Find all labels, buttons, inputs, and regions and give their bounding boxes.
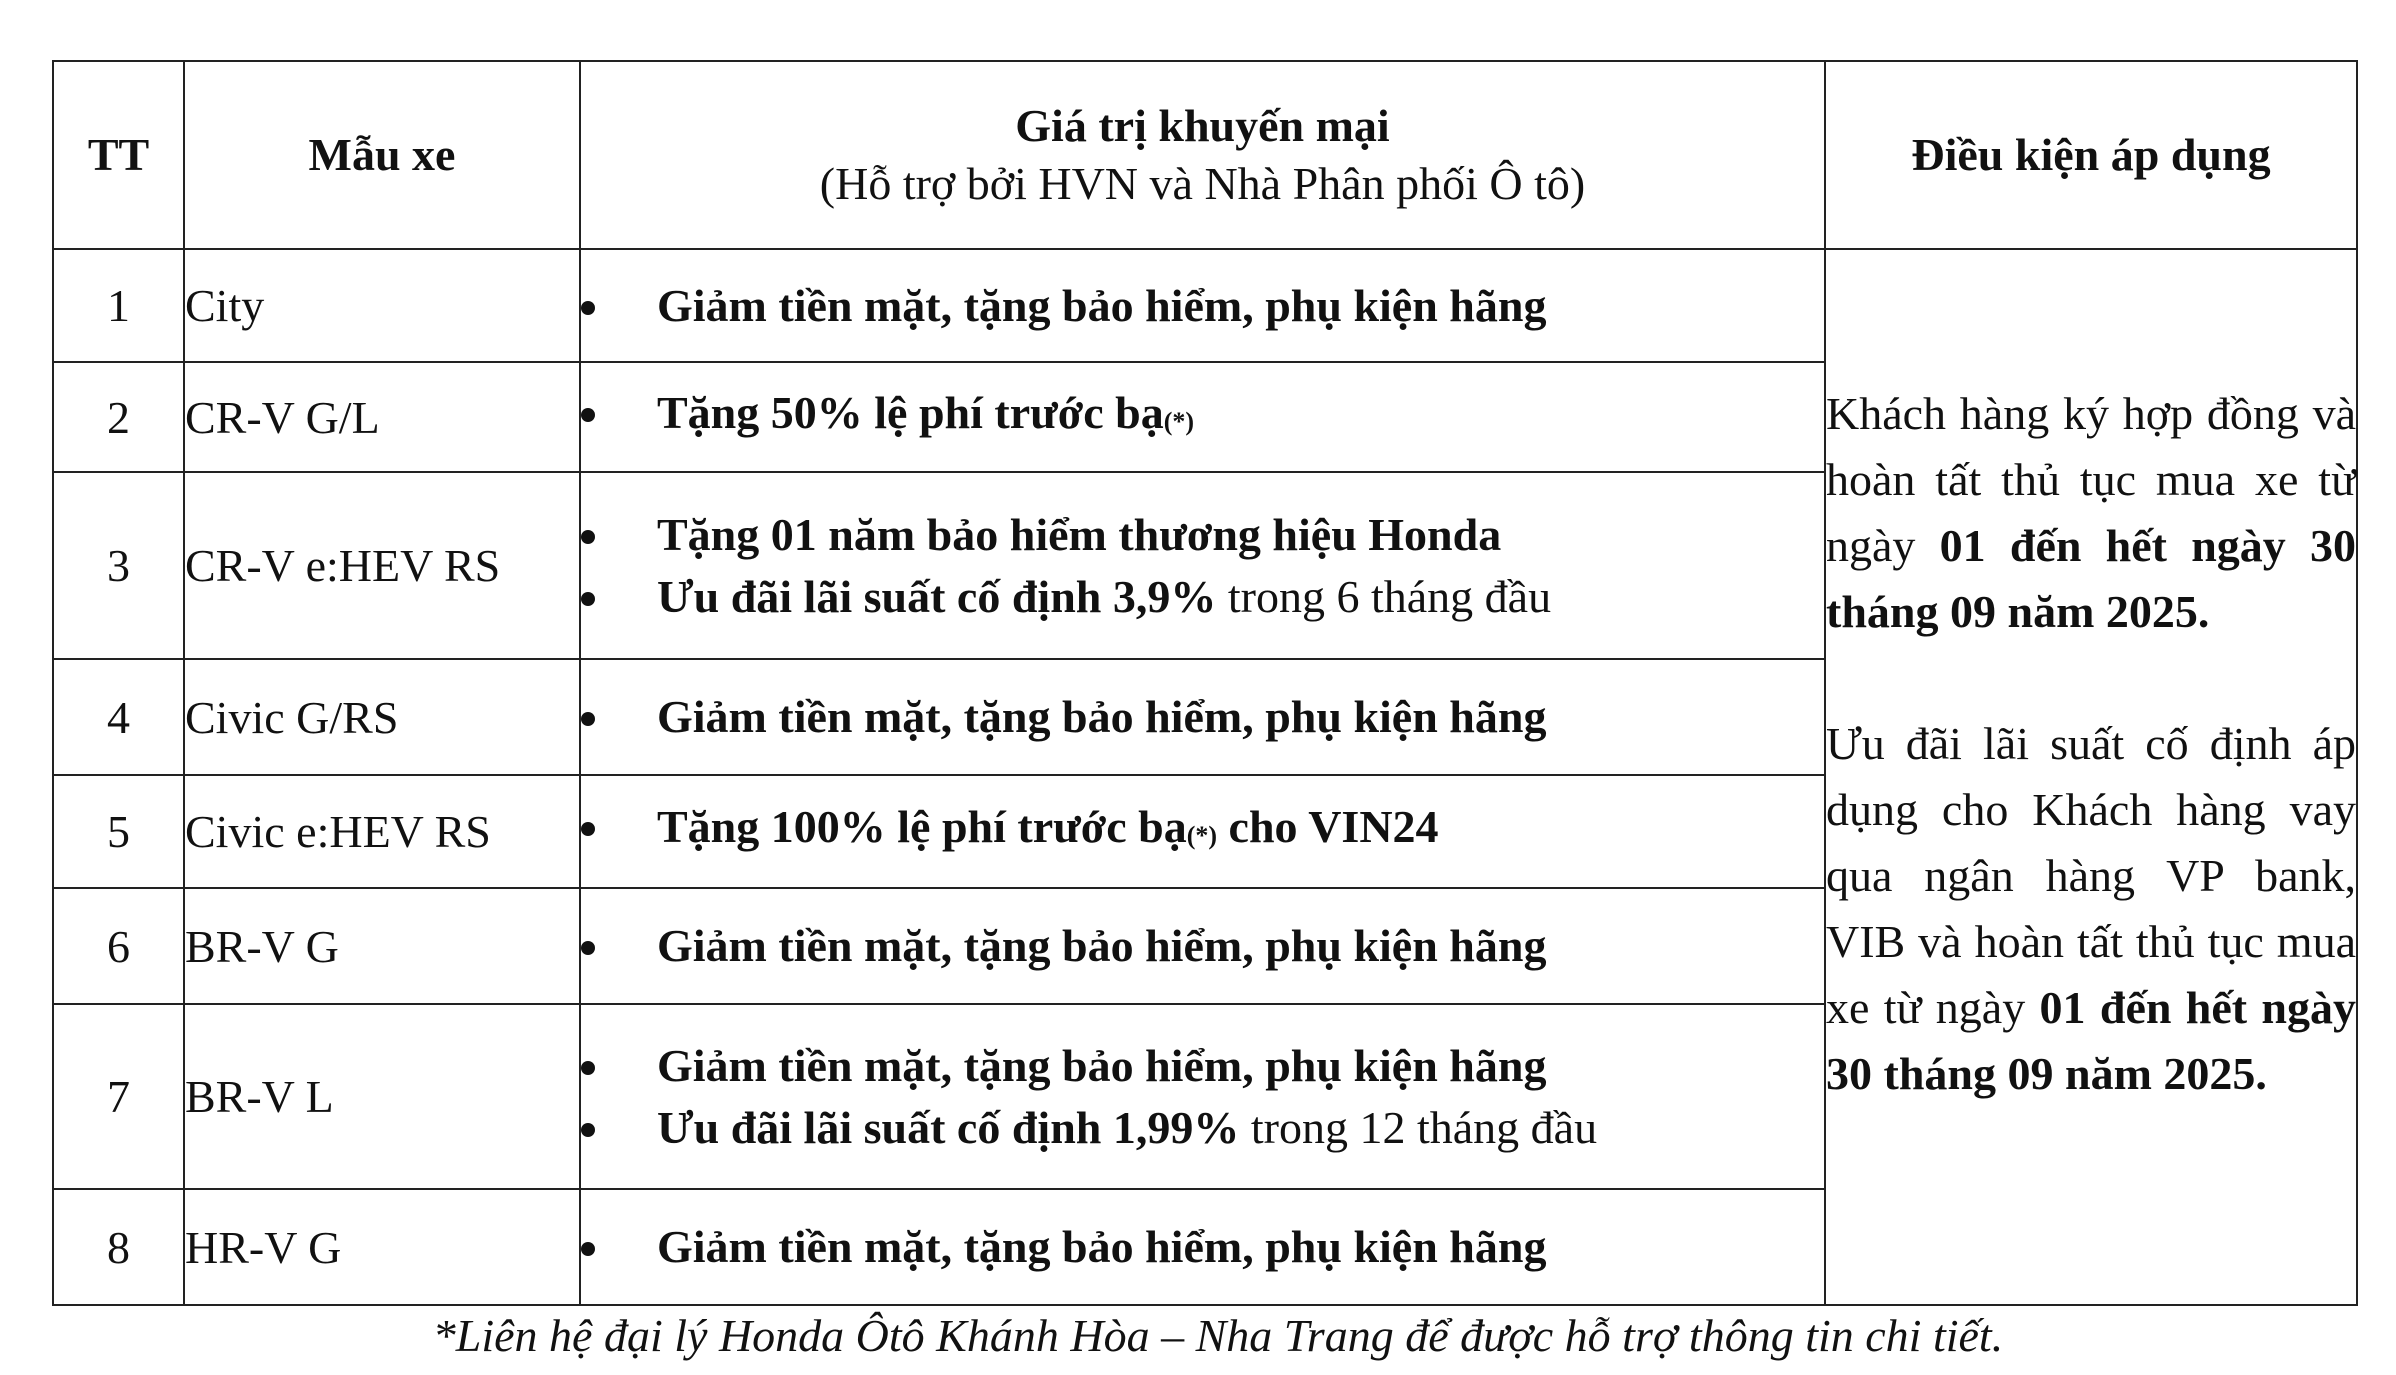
- conditions-cell: [1825, 249, 2357, 1305]
- promotion-item: [581, 915, 1824, 977]
- promotion-cell: [580, 472, 1825, 659]
- car-model: Civic G/RS: [184, 659, 580, 775]
- promotion-bold-text: Giảm tiền mặt, tặng bảo hiểm, phụ kiện hãng: [657, 691, 1547, 742]
- row-number: 1: [53, 249, 184, 362]
- condition-date-range: 01 đến hết ngày 30 tháng 09 năm 2025.: [1826, 982, 2356, 1099]
- promotion-list: [581, 275, 1824, 337]
- condition-date-range: 01 đến hết ngày 30 tháng 09 năm 2025.: [1826, 520, 2356, 637]
- condition-text: Ưu đãi lãi suất cố định áp dụng cho Khách hàng vay qua ngân hàng VP bank, VIB và hoàn tất thủ tục mua xe từ ngày: [1826, 718, 2356, 1033]
- promotion-bold-text: Ưu đãi lãi suất cố định 3,9%: [657, 570, 1217, 622]
- table-header-row: [53, 61, 2357, 249]
- promotion-bold-text: Tặng 01 năm bảo hiểm thương hiệu Honda: [657, 508, 1502, 560]
- promotion-sheet: [52, 60, 2356, 1306]
- promotion-cell: [580, 888, 1825, 1004]
- promotion-cell: [580, 659, 1825, 775]
- header-tt: TT: [53, 61, 184, 249]
- footnote-marker: (*): [1186, 821, 1218, 850]
- header-conditions: Điều kiện áp dụng: [1825, 61, 2357, 249]
- promotion-list: [581, 1035, 1824, 1159]
- promotion-cell: [580, 1004, 1825, 1189]
- promotion-normal-text: trong 6 tháng đầu: [1216, 570, 1552, 622]
- car-model: Civic e:HEV RS: [184, 775, 580, 888]
- promotion-cell: [580, 1189, 1825, 1305]
- promotion-cell: [580, 362, 1825, 472]
- promotion-bold-text: Tặng 50% lệ phí trước bạ: [657, 386, 1164, 438]
- promotion-bold-text: Giảm tiền mặt, tặng bảo hiểm, phụ kiện hãng: [657, 1221, 1547, 1272]
- condition-paragraph-2: [1826, 711, 2356, 1107]
- header-promo-title: Giá trị khuyến mại: [1015, 100, 1390, 151]
- promotion-item: [581, 686, 1824, 748]
- car-model: CR-V G/L: [184, 362, 580, 472]
- promotion-bold-suffix: cho VIN24: [1217, 801, 1439, 852]
- condition-text: Khách hàng ký hợp đồng và hoàn tất thủ tục mua xe từ ngày: [1826, 388, 2356, 571]
- row-number: 5: [53, 775, 184, 888]
- table-row: [53, 249, 2357, 362]
- promotion-item: [581, 1035, 1824, 1097]
- promotion-bold-text: Ưu đãi lãi suất cố định 1,99%: [657, 1101, 1240, 1153]
- car-model: City: [184, 249, 580, 362]
- row-number: 4: [53, 659, 184, 775]
- header-promo: [580, 61, 1825, 249]
- header-promo-subtitle: (Hỗ trợ bởi HVN và Nhà Phân phối Ô tô): [819, 158, 1586, 209]
- row-number: 3: [53, 472, 184, 659]
- promotion-item: [581, 275, 1824, 337]
- promotion-bold-text: Tặng 100% lệ phí trước bạ: [657, 801, 1187, 852]
- car-model: CR-V e:HEV RS: [184, 472, 580, 659]
- footnote-marker: (*): [1163, 406, 1195, 436]
- promotion-item: [581, 796, 1824, 867]
- car-model: BR-V G: [184, 888, 580, 1004]
- promotion-cell: [580, 775, 1825, 888]
- promotion-table: [52, 60, 2358, 1306]
- promotion-list: [581, 796, 1824, 867]
- footnote: *Liên hệ đại lý Honda Ôtô Khánh Hòa – Nha Trang để được hỗ trợ thông tin chi tiết.: [432, 1310, 2004, 1361]
- row-number: 8: [53, 1189, 184, 1305]
- promotion-item: [581, 382, 1824, 453]
- car-model: HR-V G: [184, 1189, 580, 1305]
- promotion-bold-text: Giảm tiền mặt, tặng bảo hiểm, phụ kiện hãng: [657, 1039, 1547, 1091]
- promotion-list: [581, 915, 1824, 977]
- promotion-item: [581, 504, 1824, 566]
- promotion-list: [581, 382, 1824, 453]
- promotion-list: [581, 504, 1824, 628]
- promotion-item: [581, 1216, 1824, 1278]
- promotion-item: [581, 566, 1824, 628]
- condition-paragraph-1: [1826, 381, 2356, 645]
- promotion-item: [581, 1097, 1824, 1159]
- row-number: 6: [53, 888, 184, 1004]
- promotion-list: [581, 686, 1824, 748]
- table-body: [53, 249, 2357, 1305]
- promotion-list: [581, 1216, 1824, 1278]
- promotion-cell: [580, 249, 1825, 362]
- promotion-bold-text: Giảm tiền mặt, tặng bảo hiểm, phụ kiện hãng: [657, 920, 1547, 971]
- car-model: BR-V L: [184, 1004, 580, 1189]
- header-model: Mẫu xe: [184, 61, 580, 249]
- row-number: 2: [53, 362, 184, 472]
- promotion-normal-text: trong 12 tháng đầu: [1239, 1101, 1598, 1153]
- row-number: 7: [53, 1004, 184, 1189]
- promotion-bold-text: Giảm tiền mặt, tặng bảo hiểm, phụ kiện hãng: [657, 279, 1547, 331]
